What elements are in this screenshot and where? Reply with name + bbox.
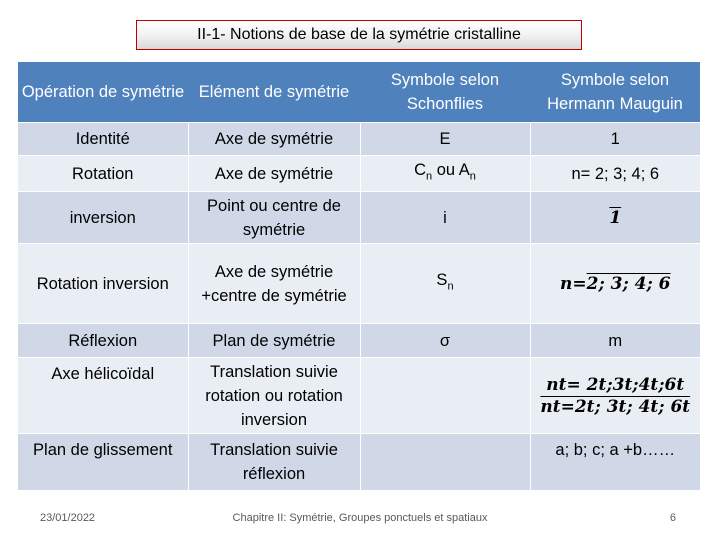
hm-line-1: nt= 2t;3t;4t;6t xyxy=(546,374,685,395)
symmetry-table xyxy=(18,62,700,490)
cell-hm xyxy=(530,358,700,434)
header-schonflies: Symbole selon Schonflies xyxy=(360,62,530,123)
cell-hm: n=2; 3; 4; 6 xyxy=(530,244,700,324)
table-row xyxy=(18,123,700,156)
table-row xyxy=(18,192,700,244)
table-row xyxy=(18,324,700,358)
cell-element: Axe de symétrie +centre de symétrie xyxy=(188,244,360,324)
cell-element: Translation suivie rotation ou rotation inversion xyxy=(188,358,360,434)
cell-operation: Réflexion xyxy=(18,324,188,358)
cell-hm: n= 2; 3; 4; 6 xyxy=(530,156,700,192)
cell-schonflies: E xyxy=(360,123,530,156)
cell-element: Axe de symétrie xyxy=(188,156,360,192)
slide-title-text: II-1- Notions de base de la symétrie cristalline xyxy=(197,26,521,43)
slide-title xyxy=(136,20,582,50)
cell-hm: 1 xyxy=(530,123,700,156)
footer-date: 23/01/2022 xyxy=(40,512,96,524)
cell-element: Point ou centre de symétrie xyxy=(188,192,360,244)
cell-schonflies: σ xyxy=(360,324,530,358)
cell-operation: Axe hélicoïdal xyxy=(18,358,188,434)
cell-operation: Rotation inversion xyxy=(18,244,188,324)
cell-schonflies xyxy=(360,358,530,434)
cell-element: Translation suivie réflexion xyxy=(188,434,360,490)
table-row xyxy=(18,156,700,192)
table-row xyxy=(18,244,700,324)
cell-operation: Plan de glissement xyxy=(18,434,188,490)
header-operation: Opération de symétrie xyxy=(18,62,188,123)
cell-schonflies: i xyxy=(360,192,530,244)
footer-page-number: 6 xyxy=(669,512,676,524)
cell-hm: 1 xyxy=(530,192,700,244)
header-hermann-mauguin: Symbole selon Hermann Mauguin xyxy=(530,62,700,123)
table-header-row xyxy=(18,62,700,123)
hm-line-2: nt=2t; 3t; 4t; 6t xyxy=(540,396,691,417)
cell-element: Axe de symétrie xyxy=(188,123,360,156)
cell-schonflies xyxy=(360,434,530,490)
footer-chapter: Chapitre II: Symétrie, Groupes ponctuels et spatiaux xyxy=(232,512,488,524)
header-element: Elément de symétrie xyxy=(188,62,360,123)
table-row xyxy=(18,434,700,490)
cell-operation: Identité xyxy=(18,123,188,156)
cell-schonflies: $S_n$ xyxy=(360,244,530,324)
cell-hm: a; b; c; a +b…… xyxy=(530,434,700,490)
table-row xyxy=(18,358,700,434)
cell-schonflies: $C_n$ ou $A_n$ xyxy=(360,156,530,192)
cell-operation: Rotation xyxy=(18,156,188,192)
cell-hm: m xyxy=(530,324,700,358)
cell-element: Plan de symétrie xyxy=(188,324,360,358)
cell-operation: inversion xyxy=(18,192,188,244)
